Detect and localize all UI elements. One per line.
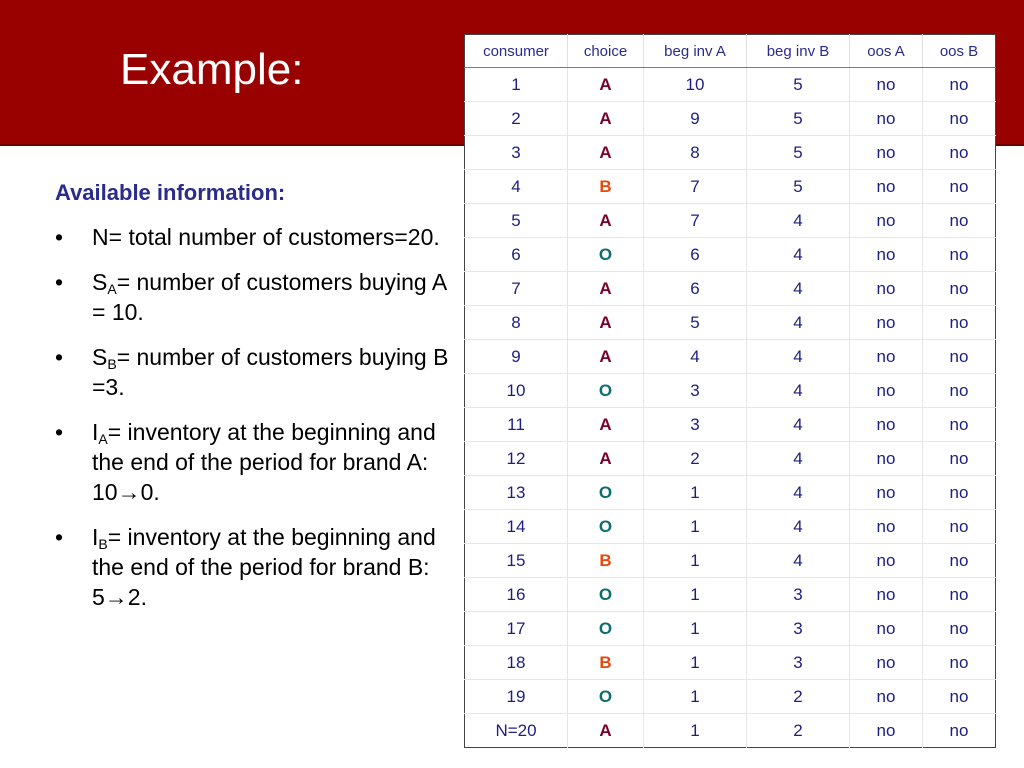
cell-beg-inv-b: 4: [747, 272, 850, 306]
bullet-icon: •: [55, 419, 64, 445]
bullet-icon: •: [55, 344, 64, 370]
cell-beg-inv-b: 4: [747, 408, 850, 442]
cell-consumer: 15: [465, 544, 568, 578]
info-item-subscript: A: [98, 431, 108, 447]
cell-beg-inv-b: 4: [747, 374, 850, 408]
table-row: [465, 102, 996, 136]
cell-consumer: 11: [465, 408, 568, 442]
info-item-symbol: N: [92, 224, 109, 250]
table-row: [465, 680, 996, 714]
table-row: [465, 612, 996, 646]
cell-oos-a: no: [850, 476, 923, 510]
cell-choice: A: [568, 272, 644, 306]
cell-beg-inv-b: 4: [747, 306, 850, 340]
column-header-choice: choice: [568, 35, 644, 68]
cell-oos-b: no: [923, 544, 996, 578]
cell-oos-a: no: [850, 442, 923, 476]
table-row: [465, 340, 996, 374]
cell-choice: O: [568, 680, 644, 714]
cell-oos-a: no: [850, 578, 923, 612]
table-row: [465, 578, 996, 612]
cell-oos-b: no: [923, 136, 996, 170]
cell-oos-b: no: [923, 340, 996, 374]
cell-choice: B: [568, 646, 644, 680]
cell-oos-a: no: [850, 340, 923, 374]
cell-beg-inv-b: 4: [747, 238, 850, 272]
cell-consumer: 1: [465, 68, 568, 102]
table-row: [465, 136, 996, 170]
table-row: [465, 442, 996, 476]
cell-choice: A: [568, 714, 644, 748]
cell-beg-inv-b: 5: [747, 170, 850, 204]
column-header-beg-inv-a: beg inv A: [644, 35, 747, 68]
info-item-symbol: S: [92, 269, 108, 295]
table-row: [465, 170, 996, 204]
table-row: [465, 204, 996, 238]
cell-consumer: 6: [465, 238, 568, 272]
cell-choice: O: [568, 578, 644, 612]
cell-beg-inv-b: 4: [747, 442, 850, 476]
cell-beg-inv-b: 5: [747, 136, 850, 170]
table-row: [465, 510, 996, 544]
cell-choice: A: [568, 204, 644, 238]
cell-beg-inv-a: 1: [644, 578, 747, 612]
cell-oos-a: no: [850, 238, 923, 272]
table-row: [465, 306, 996, 340]
cell-beg-inv-a: 9: [644, 102, 747, 136]
cell-beg-inv-b: 5: [747, 68, 850, 102]
cell-consumer: 18: [465, 646, 568, 680]
info-panel: [55, 178, 450, 627]
cell-beg-inv-b: 5: [747, 102, 850, 136]
cell-oos-b: no: [923, 68, 996, 102]
cell-choice: A: [568, 340, 644, 374]
cell-consumer: 5: [465, 204, 568, 238]
cell-choice: A: [568, 102, 644, 136]
cell-consumer: 13: [465, 476, 568, 510]
cell-beg-inv-a: 10: [644, 68, 747, 102]
info-item-subscript: A: [107, 281, 117, 297]
info-item: [55, 222, 450, 252]
cell-consumer: 17: [465, 612, 568, 646]
cell-choice: O: [568, 476, 644, 510]
cell-oos-a: no: [850, 680, 923, 714]
info-item-symbol: S: [92, 344, 108, 370]
table-body: [465, 68, 996, 748]
cell-choice: O: [568, 238, 644, 272]
cell-beg-inv-a: 1: [644, 612, 747, 646]
cell-beg-inv-a: 1: [644, 476, 747, 510]
cell-oos-a: no: [850, 408, 923, 442]
cell-consumer: 4: [465, 170, 568, 204]
cell-oos-a: no: [850, 612, 923, 646]
cell-oos-a: no: [850, 170, 923, 204]
cell-oos-b: no: [923, 680, 996, 714]
cell-beg-inv-b: 3: [747, 646, 850, 680]
cell-beg-inv-a: 1: [644, 646, 747, 680]
cell-oos-a: no: [850, 714, 923, 748]
cell-beg-inv-a: 2: [644, 442, 747, 476]
table-header-row: [465, 35, 996, 68]
cell-oos-a: no: [850, 68, 923, 102]
table-row: [465, 408, 996, 442]
cell-beg-inv-a: 3: [644, 374, 747, 408]
cell-beg-inv-a: 1: [644, 714, 747, 748]
cell-beg-inv-b: 3: [747, 612, 850, 646]
cell-choice: O: [568, 612, 644, 646]
info-item-symbol: I: [92, 524, 99, 550]
cell-beg-inv-a: 6: [644, 272, 747, 306]
cell-oos-b: no: [923, 238, 996, 272]
bullet-icon: •: [55, 524, 64, 550]
cell-consumer: 9: [465, 340, 568, 374]
info-item-subscript: B: [107, 356, 117, 372]
cell-oos-b: no: [923, 170, 996, 204]
cell-oos-b: no: [923, 646, 996, 680]
info-item-text: = total number of customers=20.: [108, 224, 440, 250]
table-row: [465, 374, 996, 408]
info-item: [55, 267, 450, 327]
cell-beg-inv-a: 4: [644, 340, 747, 374]
table-row: [465, 714, 996, 748]
cell-oos-b: no: [923, 204, 996, 238]
cell-beg-inv-b: 4: [747, 340, 850, 374]
cell-choice: B: [568, 170, 644, 204]
info-item: [55, 417, 450, 507]
info-heading: Available information:: [55, 180, 286, 205]
cell-oos-a: no: [850, 306, 923, 340]
bullet-icon: •: [55, 224, 64, 250]
cell-oos-b: no: [923, 272, 996, 306]
cell-consumer: N=20: [465, 714, 568, 748]
column-header-beg-inv-b: beg inv B: [747, 35, 850, 68]
cell-consumer: 12: [465, 442, 568, 476]
cell-oos-b: no: [923, 306, 996, 340]
cell-beg-inv-b: 2: [747, 714, 850, 748]
cell-choice: O: [568, 374, 644, 408]
cell-choice: A: [568, 408, 644, 442]
cell-oos-a: no: [850, 646, 923, 680]
cell-choice: A: [568, 442, 644, 476]
cell-beg-inv-a: 1: [644, 680, 747, 714]
cell-oos-a: no: [850, 544, 923, 578]
cell-consumer: 14: [465, 510, 568, 544]
cell-beg-inv-a: 5: [644, 306, 747, 340]
cell-consumer: 3: [465, 136, 568, 170]
info-item-text: = number of customers buying A = 10.: [92, 269, 446, 325]
cell-beg-inv-b: 4: [747, 510, 850, 544]
cell-beg-inv-a: 7: [644, 170, 747, 204]
cell-consumer: 19: [465, 680, 568, 714]
cell-consumer: 16: [465, 578, 568, 612]
cell-oos-b: no: [923, 578, 996, 612]
cell-oos-a: no: [850, 374, 923, 408]
info-item-symbol: I: [92, 419, 99, 445]
cell-choice: A: [568, 136, 644, 170]
column-header-oos-b: oos B: [923, 35, 996, 68]
cell-oos-b: no: [923, 102, 996, 136]
info-item-text: = number of customers buying B =3.: [92, 344, 449, 400]
cell-beg-inv-a: 1: [644, 510, 747, 544]
cell-oos-b: no: [923, 510, 996, 544]
cell-beg-inv-b: 4: [747, 204, 850, 238]
cell-beg-inv-b: 4: [747, 476, 850, 510]
cell-choice: O: [568, 510, 644, 544]
cell-oos-b: no: [923, 476, 996, 510]
table-row: [465, 646, 996, 680]
cell-oos-a: no: [850, 102, 923, 136]
column-header-oos-a: oos A: [850, 35, 923, 68]
cell-oos-b: no: [949, 720, 969, 740]
cell-oos-b: no: [923, 612, 996, 646]
cell-oos-b: no: [923, 374, 996, 408]
info-item-text: = inventory at the beginning and the end of the period for brand A: 10→0.: [92, 419, 436, 505]
cell-oos-b: no: [923, 408, 996, 442]
table-row: [465, 476, 996, 510]
consumer-table: [464, 34, 996, 748]
info-item-subscript: B: [98, 536, 108, 552]
cell-oos-a: no: [850, 272, 923, 306]
cell-beg-inv-b: 2: [747, 680, 850, 714]
cell-beg-inv-b: 4: [747, 544, 850, 578]
cell-oos-a: no: [850, 204, 923, 238]
cell-choice: A: [568, 306, 644, 340]
cell-consumer: 10: [465, 374, 568, 408]
table-row: [465, 544, 996, 578]
cell-beg-inv-a: 1: [644, 544, 747, 578]
cell-oos-a: no: [850, 136, 923, 170]
column-header-consumer: consumer: [465, 35, 568, 68]
bullet-icon: •: [55, 269, 64, 295]
table-row: [465, 238, 996, 272]
cell-consumer: 2: [465, 102, 568, 136]
cell-beg-inv-a: 8: [644, 136, 747, 170]
cell-beg-inv-b: 3: [747, 578, 850, 612]
cell-choice: A: [568, 68, 644, 102]
cell-oos-b: no: [923, 442, 996, 476]
cell-beg-inv-a: 6: [644, 238, 747, 272]
cell-oos-a: no: [850, 510, 923, 544]
info-item-text: = inventory at the beginning and the end of the period for brand B: 5→2.: [92, 524, 436, 610]
slide-title: Example:: [120, 45, 304, 94]
cell-choice: B: [568, 544, 644, 578]
cell-consumer: 8: [465, 306, 568, 340]
table-row: [465, 68, 996, 102]
info-list: [55, 222, 450, 612]
cell-consumer: 7: [465, 272, 568, 306]
info-item: [55, 342, 450, 402]
cell-beg-inv-a: 3: [644, 408, 747, 442]
table-row: [465, 272, 996, 306]
cell-beg-inv-a: 7: [644, 204, 747, 238]
info-item: [55, 522, 450, 612]
